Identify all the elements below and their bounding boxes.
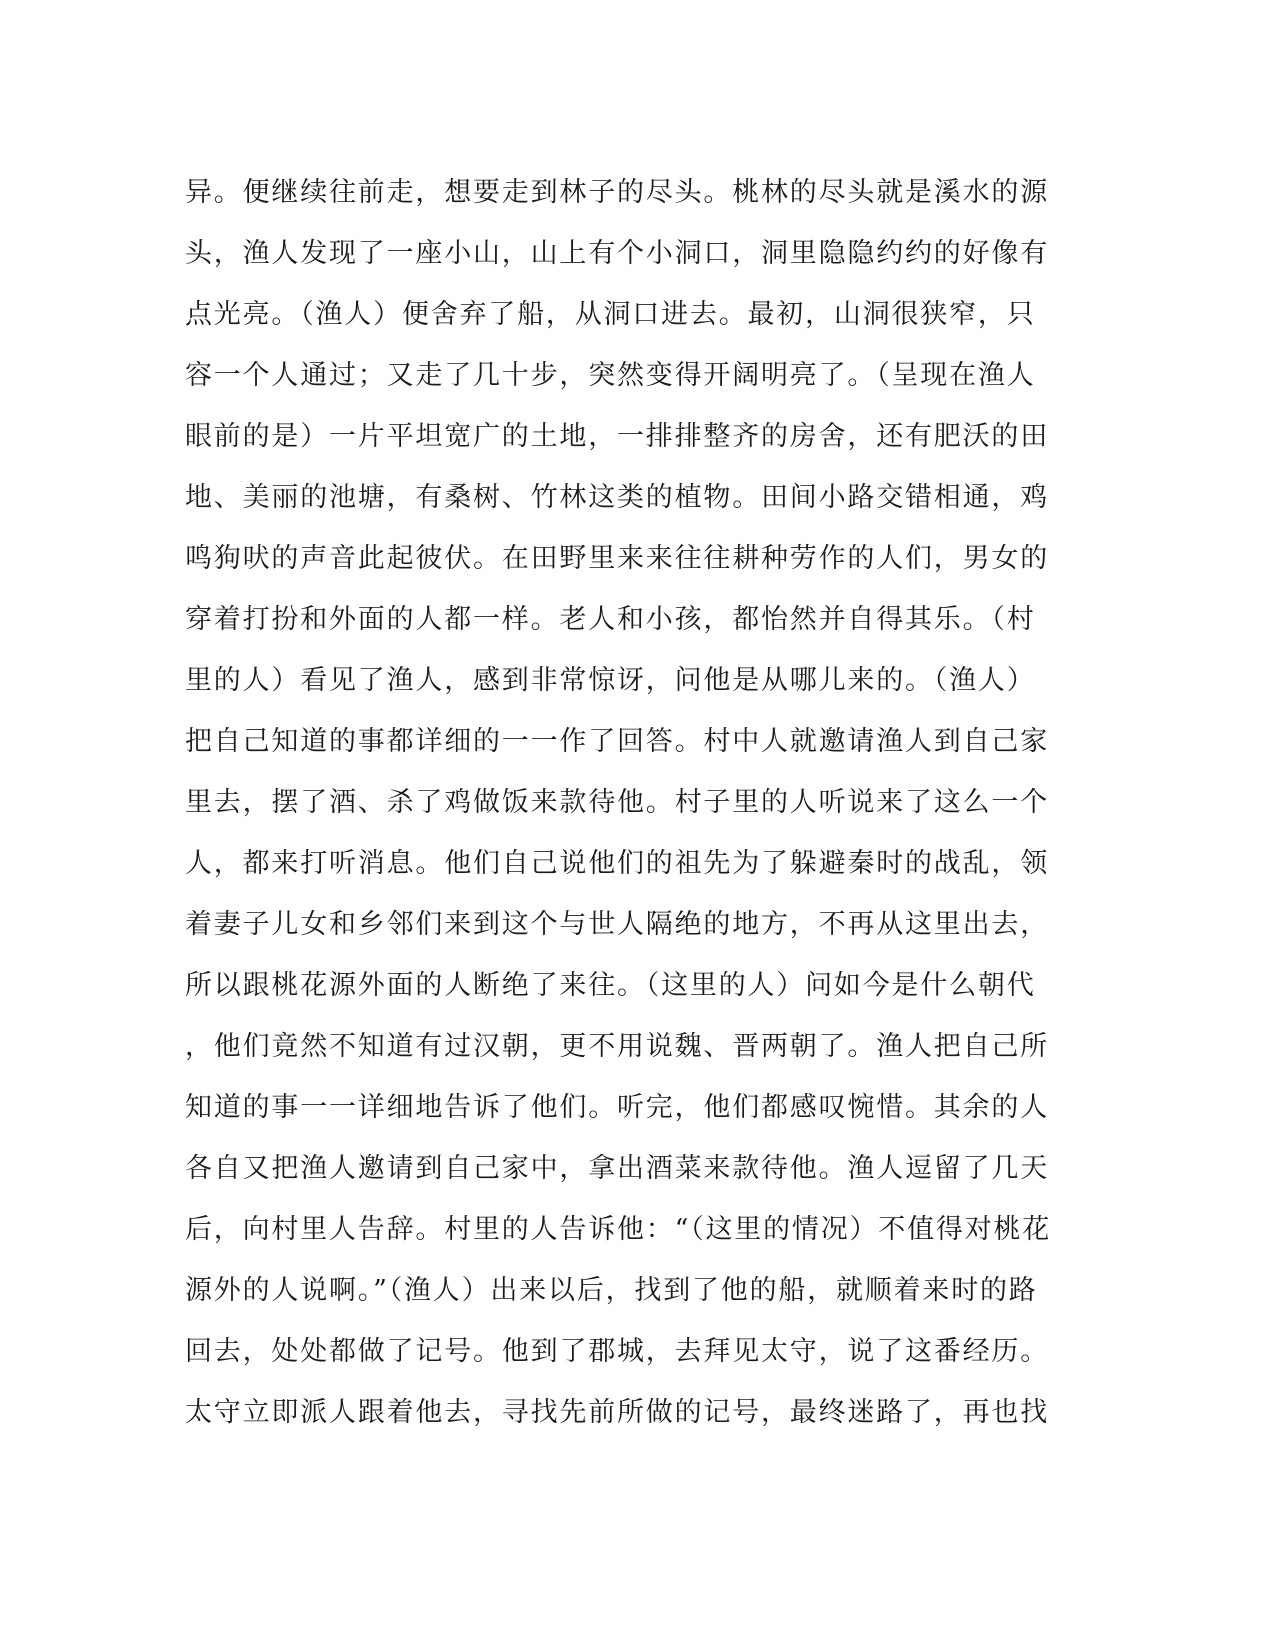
text-line: 所以跟桃花源外面的人断绝了来往。（这里的人）问如今是什么朝代	[185, 970, 1036, 1001]
text-line: 穿着打扮和外面的人都一样。老人和小孩，都怡然并自得其乐。（村	[185, 604, 1036, 635]
text-line: 异。便继续往前走，想要走到林子的尽头。桃林的尽头就是溪水的源	[185, 177, 1049, 208]
text-line: 各自又把渔人邀请到自己家中，拿出酒菜来款待他。渔人逗留了几天	[185, 1153, 1049, 1184]
text-line: 点光亮。（渔人）便舍弃了船，从洞口进去。最初，山洞很狭窄，只	[185, 299, 1036, 330]
text-line: 回去，处处都做了记号。他到了郡城，去拜见太守，说了这番经历。	[185, 1336, 1049, 1367]
text-line: 着妻子儿女和乡邻们来到这个与世人隔绝的地方，不再从这里出去，	[185, 909, 1049, 940]
text-line: 里的人）看见了渔人，感到非常惊讶，问他是从哪儿来的。（渔人）	[185, 665, 1036, 696]
text-line: 人，都来打听消息。他们自己说他们的祖先为了躲避秦时的战乱，领	[185, 848, 1049, 879]
body-text	[185, 162, 1055, 1443]
text-line: 后，向村里人告辞。村里的人告诉他：“（这里的情况）不值得对桃花	[185, 1214, 1052, 1245]
text-line: 容一个人通过；又走了几十步，突然变得开阔明亮了。（呈现在渔人	[185, 360, 1036, 391]
text-line: 鸣狗吠的声音此起彼伏。在田野里来来往往耕种劳作的人们，男女的	[185, 543, 1049, 574]
text-line: 太守立即派人跟着他去，寻找先前所做的记号，最终迷路了，再也找	[185, 1397, 1049, 1428]
text-line: ，他们竟然不知道有过汉朝，更不用说魏、晋两朝了。渔人把自己所	[185, 1031, 1049, 1062]
text-line: 源外的人说啊。”（渔人）出来以后，找到了他的船，就顺着来时的路	[185, 1275, 1038, 1306]
text-line: 头，渔人发现了一座小山，山上有个小洞口，洞里隐隐约约的好像有	[185, 238, 1049, 269]
text-line: 眼前的是）一片平坦宽广的土地，一排排整齐的房舍，还有肥沃的田	[185, 421, 1049, 452]
text-line: 知道的事一一详细地告诉了他们。听完，他们都感叹惋惜。其余的人	[185, 1092, 1049, 1123]
text-line: 地、美丽的池塘，有桑树、竹林这类的植物。田间小路交错相通，鸡	[185, 482, 1049, 513]
text-line: 里去，摆了酒、杀了鸡做饭来款待他。村子里的人听说来了这么一个	[185, 787, 1049, 818]
text-line: 把自己知道的事都详细的一一作了回答。村中人就邀请渔人到自己家	[185, 726, 1049, 757]
